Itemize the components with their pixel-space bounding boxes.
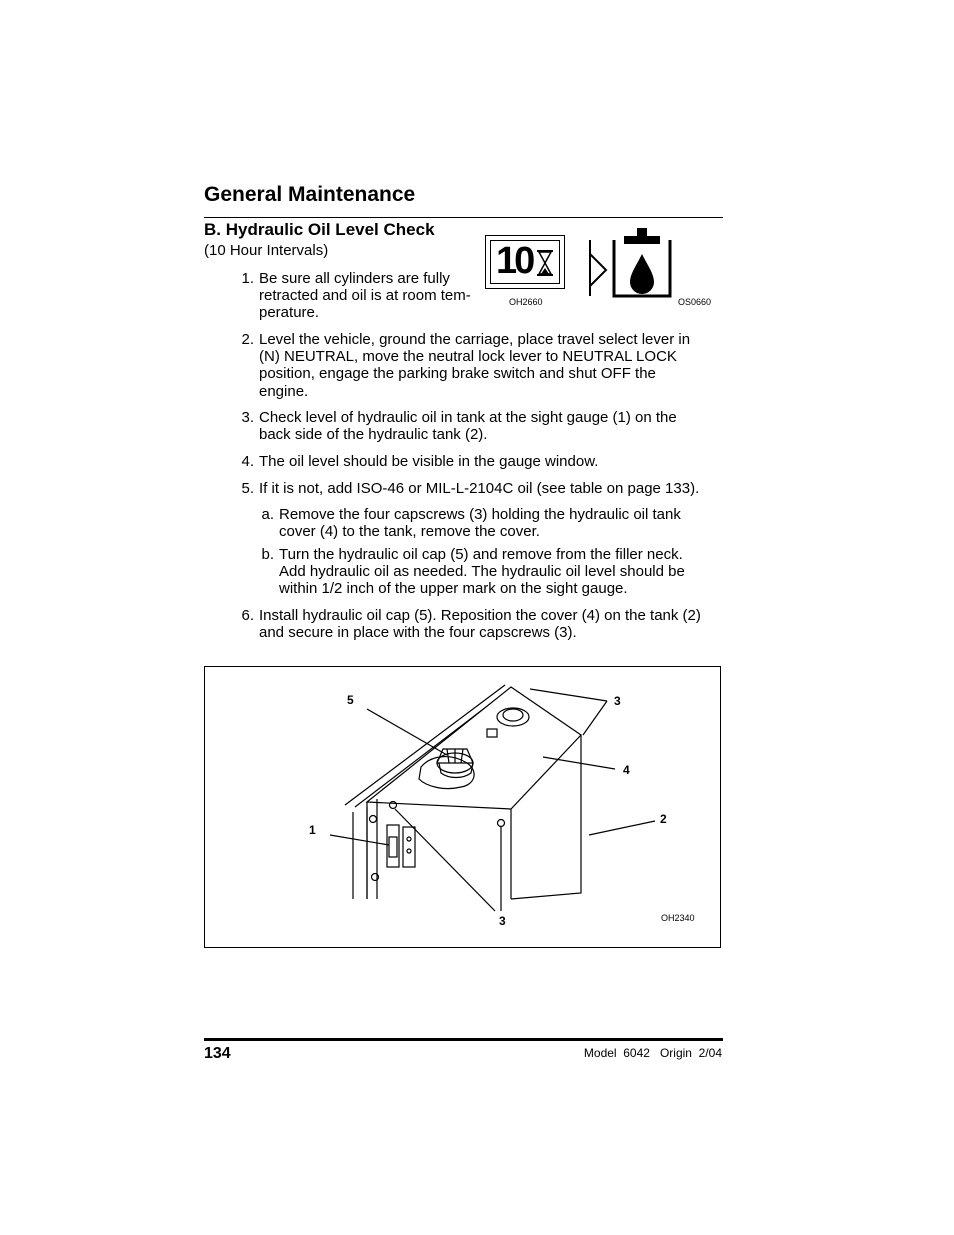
icon-code-oh2660: OH2660 <box>509 297 543 307</box>
step-4-number: 4. <box>241 453 254 470</box>
ten-hour-interval-icon <box>485 235 565 289</box>
hourglass-icon <box>536 250 554 276</box>
step-5a-letter: a. <box>261 506 274 523</box>
step-5b-text: Turn the hydraulic oil cap (5) and remove from the filler neck. Add hydraulic oil as needed. The hydraulic oil level should be within 1/2 inch of the upper mark on the sight gauge. <box>279 546 685 598</box>
model-info: Model 6042 Origin 2/04 <box>583 1046 722 1060</box>
step-3-text: Check level of hydraulic oil in tank at the sight gauge (1) on the back side of the hydraulic tank (2). <box>259 409 677 444</box>
hydraulic-oil-reservoir-icon <box>586 226 676 302</box>
callout-capscrews-top: 3 <box>614 694 621 708</box>
hydraulic-tank-illustration <box>205 667 720 947</box>
icon-code-os0660: OS0660 <box>678 297 712 307</box>
callout-capscrews-bottom: 3 <box>499 914 506 928</box>
step-3-number: 3. <box>241 409 254 426</box>
callout-sight-gauge: 1 <box>309 823 316 837</box>
title-rule <box>204 217 723 218</box>
step-6-number: 6. <box>241 607 254 624</box>
step-2-text: Level the vehicle, ground the carriage, place travel select lever in (N) NEUTRAL, move the neutral lock lever to NEUTRAL LOCK position, engage the parking brake switch and shut OFF the engine. <box>259 331 691 400</box>
step-2-number: 2. <box>241 331 254 348</box>
hydraulic-tank-figure <box>204 666 721 948</box>
hour-count: 10 <box>496 240 533 282</box>
step-5-text: If it is not, add ISO-46 or MIL-L-2104C oil (see table on page 133). <box>259 480 700 497</box>
step-4-text: The oil level should be visible in the gauge window. <box>259 453 599 470</box>
section-title: General Maintenance <box>204 183 416 206</box>
footer-rule <box>204 1038 723 1041</box>
step-1-text: Be sure all cylinders are fully retracted and oil is at room tem- perature. <box>259 270 471 322</box>
step-5a-text: Remove the four capscrews (3) holding the hydraulic oil tank cover (4) to the tank, remove the cover. <box>279 506 681 541</box>
subsection-title: B. Hydraulic Oil Level Check <box>204 220 435 239</box>
step-5b-letter: b. <box>261 546 274 563</box>
figure-code: OH2340 <box>661 913 695 923</box>
step-5-number: 5. <box>241 480 254 497</box>
interval-note: (10 Hour Intervals) <box>204 242 329 259</box>
step-6-text: Install hydraulic oil cap (5). Reposition the cover (4) on the tank (2) and secure in place with the four capscrews (3). <box>259 607 701 642</box>
callout-oil-cap: 5 <box>347 693 354 707</box>
callout-hydraulic-tank: 2 <box>660 812 667 826</box>
callout-tank-cover: 4 <box>623 763 630 777</box>
page-number: 134 <box>204 1045 231 1062</box>
step-1-number: 1. <box>241 270 254 287</box>
